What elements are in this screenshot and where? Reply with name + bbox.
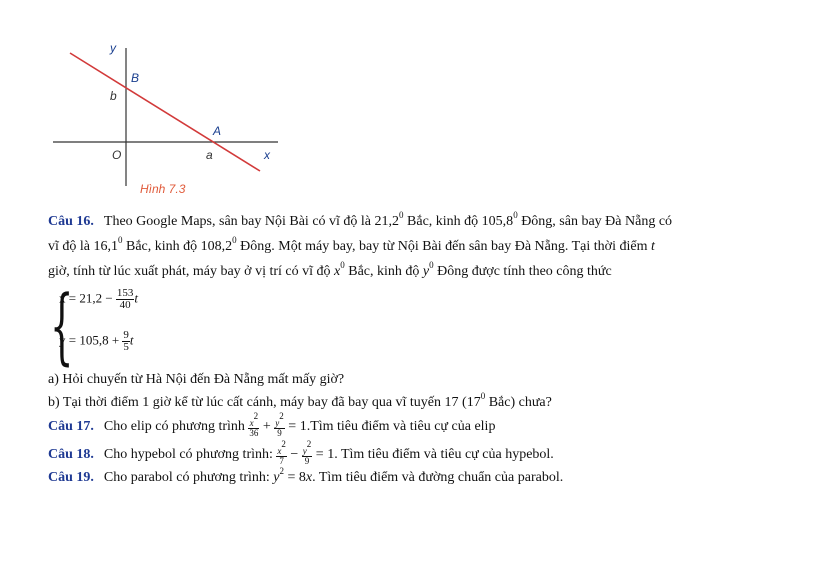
q18-label: Câu 18. xyxy=(48,447,94,463)
q19-line: Câu 19. Cho parabol có phương trình: $y^2 = 8x$. Tìm tiêu điểm và đường chuẩn của parabol. xyxy=(48,466,564,485)
q16-line-2: vĩ độ là 16,1$^0$ Bắc, kinh độ 108,2$^0$ Đông. Một máy bay, bay từ Nội Bài đến sân bay Đà Nẵng. Tại thời điểm t xyxy=(48,235,655,254)
system-brace: { xyxy=(50,279,74,374)
x-axis-label: x xyxy=(264,148,270,162)
q19-label: Câu 19. xyxy=(48,470,94,485)
fraction-y2-9: $\frac{y^2}{9}$ xyxy=(302,439,312,466)
origin-label: O xyxy=(112,148,122,162)
b-label: b xyxy=(110,89,117,103)
q16-line-3: giờ, tính từ lúc xuất phát, máy bay ở vị trí có vĩ độ $x^0$ Bắc, kinh độ $y^0$ Đông được tính theo công thức xyxy=(48,260,612,279)
coordinate-diagram xyxy=(48,38,288,203)
q18-line: Câu 18. Cho hypebol có phương trình: $\frac{x^2}{7}$ − $\frac{y^2}{9}$ = 1. Tìm tiêu điểm và tiêu cự của hypebol. xyxy=(48,439,554,466)
fraction-153-40: $\frac{153}{40}$ xyxy=(116,287,134,311)
fraction-9-5: $\frac{9}{5}$ xyxy=(123,329,129,353)
y-axis-label: y xyxy=(110,41,116,55)
line-ab xyxy=(70,53,260,171)
equation-x: x = 21,2 − $\frac{153}{40}$ t xyxy=(59,287,139,311)
fraction-y2-9: $\frac{y^2}{9}$ xyxy=(275,411,284,438)
q17-line: Câu 17. Cho elip có phương trình $\frac{x^2}{36}$ + $\frac{y^2}{9}$ = 1.Tìm tiêu điểm và tiêu cự của elip xyxy=(48,411,496,438)
figure-caption: Hình 7.3 xyxy=(140,182,186,196)
fraction-x2-7: $\frac{x^2}{7}$ xyxy=(277,439,286,466)
equation-y: y = 105,8 + $\frac{9}{5}$ t xyxy=(59,329,134,353)
q16-line-1: Câu 16. Theo Google Maps, sân bay Nội Bài có vĩ độ là 21,2$^0$ Bắc, kinh độ 105,8$^0$ Đông, sân bay Đà Nẵng có xyxy=(48,210,673,229)
q16-label: Câu 16. xyxy=(48,214,94,229)
a-label: a xyxy=(206,148,213,162)
figure-7-3 xyxy=(48,38,288,203)
point-b-label: B xyxy=(131,71,140,85)
fraction-x2-36: $\frac{x^2}{36}$ xyxy=(249,411,259,438)
parametric-system xyxy=(50,279,190,374)
q16-part-a: a) Hỏi chuyến từ Hà Nội đến Đà Nẵng mất mấy giờ? xyxy=(48,372,345,387)
q16-part-b: b) Tại thời điểm 1 giờ kể từ lúc cất cánh, máy bay đã bay qua vĩ tuyến 17 ($17^0$ Bắc) chưa? xyxy=(48,391,552,410)
q17-label: Câu 17. xyxy=(48,419,94,435)
point-a-label: A xyxy=(213,124,222,138)
